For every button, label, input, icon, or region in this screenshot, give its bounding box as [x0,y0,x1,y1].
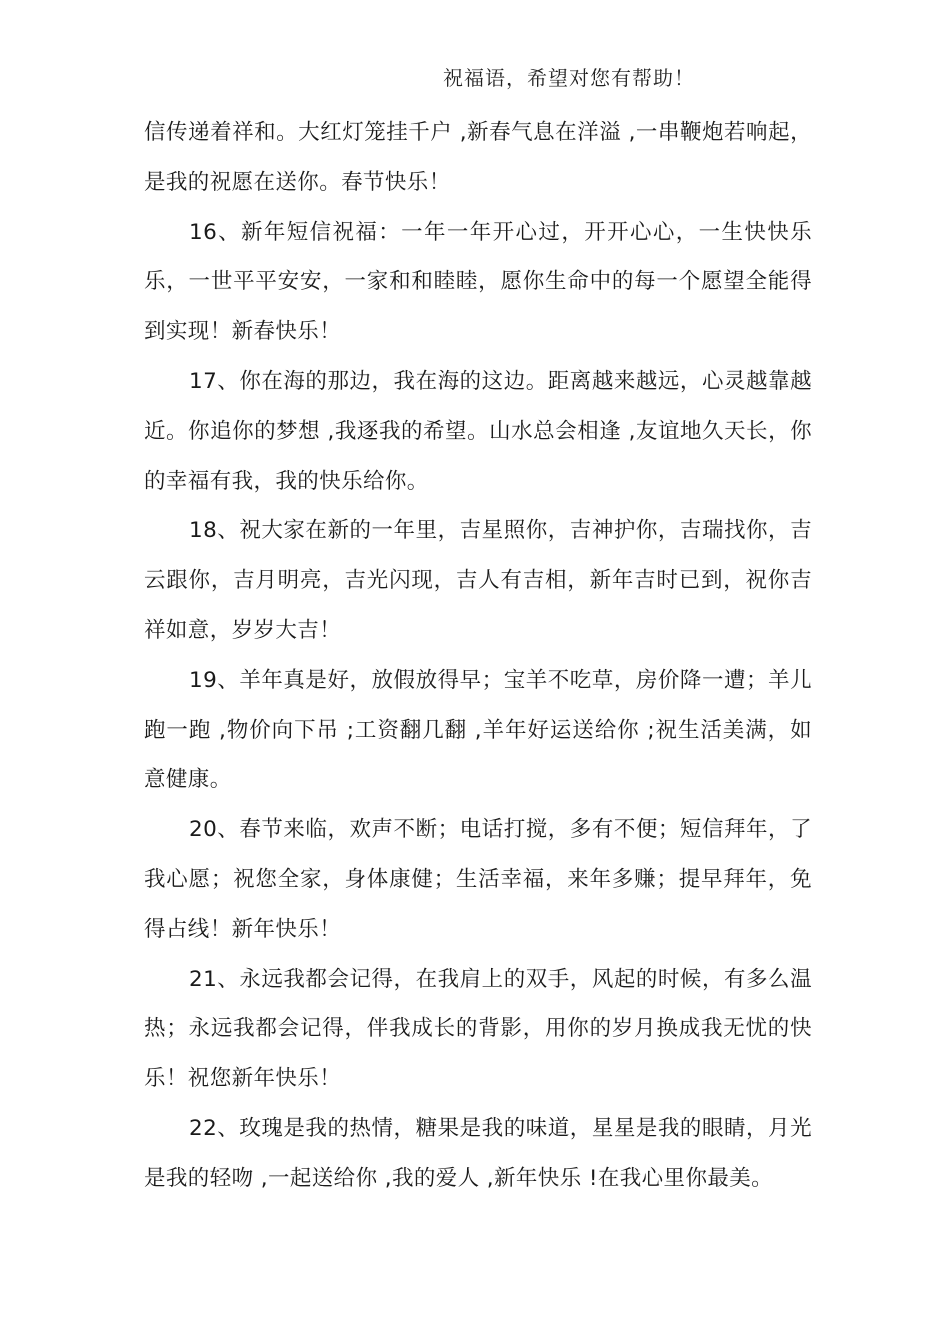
document-body [144,108,812,1204]
paragraph-21: 21、永远我都会记得，在我肩上的双手，风起的时候，有多么温热；永远我都会记得，伴我成长的背影，用你的岁月换成我无忧的快乐！祝您新年快乐！ [144,966,812,1092]
paragraph-22: 22、玫瑰是我的热情，糖果是我的味道，星星是我的眼睛，月光是我的轻吻 ,一起送给你 ,我的爱人 ,新年快乐 !在我心里你最美。 [144,1115,812,1191]
paragraph-17: 17、你在海的那边，我在海的这边。距离越来越远，心灵越靠越近。你追你的梦想 ,我逐我的希望。山水总会相逢 ,友谊地久天长，你的幸福有我，我的快乐给你。 [144,368,812,494]
paragraph-continuation: 信传递着祥和。大红灯笼挂千户 ,新春气息在洋溢 ,一串鞭炮若响起，是我的祝愿在送你。春节快乐！ [144,120,812,195]
paragraph-18: 18、祝大家在新的一年里，吉星照你，吉神护你，吉瑞找你，吉云跟你，吉月明亮，吉光闪现，吉人有吉相，新年吉时已到，祝你吉祥如意，岁岁大吉！ [144,518,812,643]
page-header: 祝福语，希望对您有帮助！ [443,66,695,90]
paragraph-19: 19、羊年真是好，放假放得早；宝羊不吃草，房价降一遭；羊儿跑一跑 ,物价向下吊 ;工资翻几翻 ,羊年好运送给你 ;祝生活美满，如意健康。 [144,667,812,793]
paragraph-20: 20、春节来临，欢声不断；电话打搅，多有不便；短信拜年，了我心愿；祝您全家，身体康健；生活幸福，来年多赚；提早拜年，免得占线！新年快乐！ [144,817,812,942]
paragraph-16: 16、新年短信祝福：一年一年开心过，开开心心，一生快快乐乐，一世平平安安，一家和和睦睦，愿你生命中的每一个愿望全能得到实现！新春快乐！ [144,219,812,345]
